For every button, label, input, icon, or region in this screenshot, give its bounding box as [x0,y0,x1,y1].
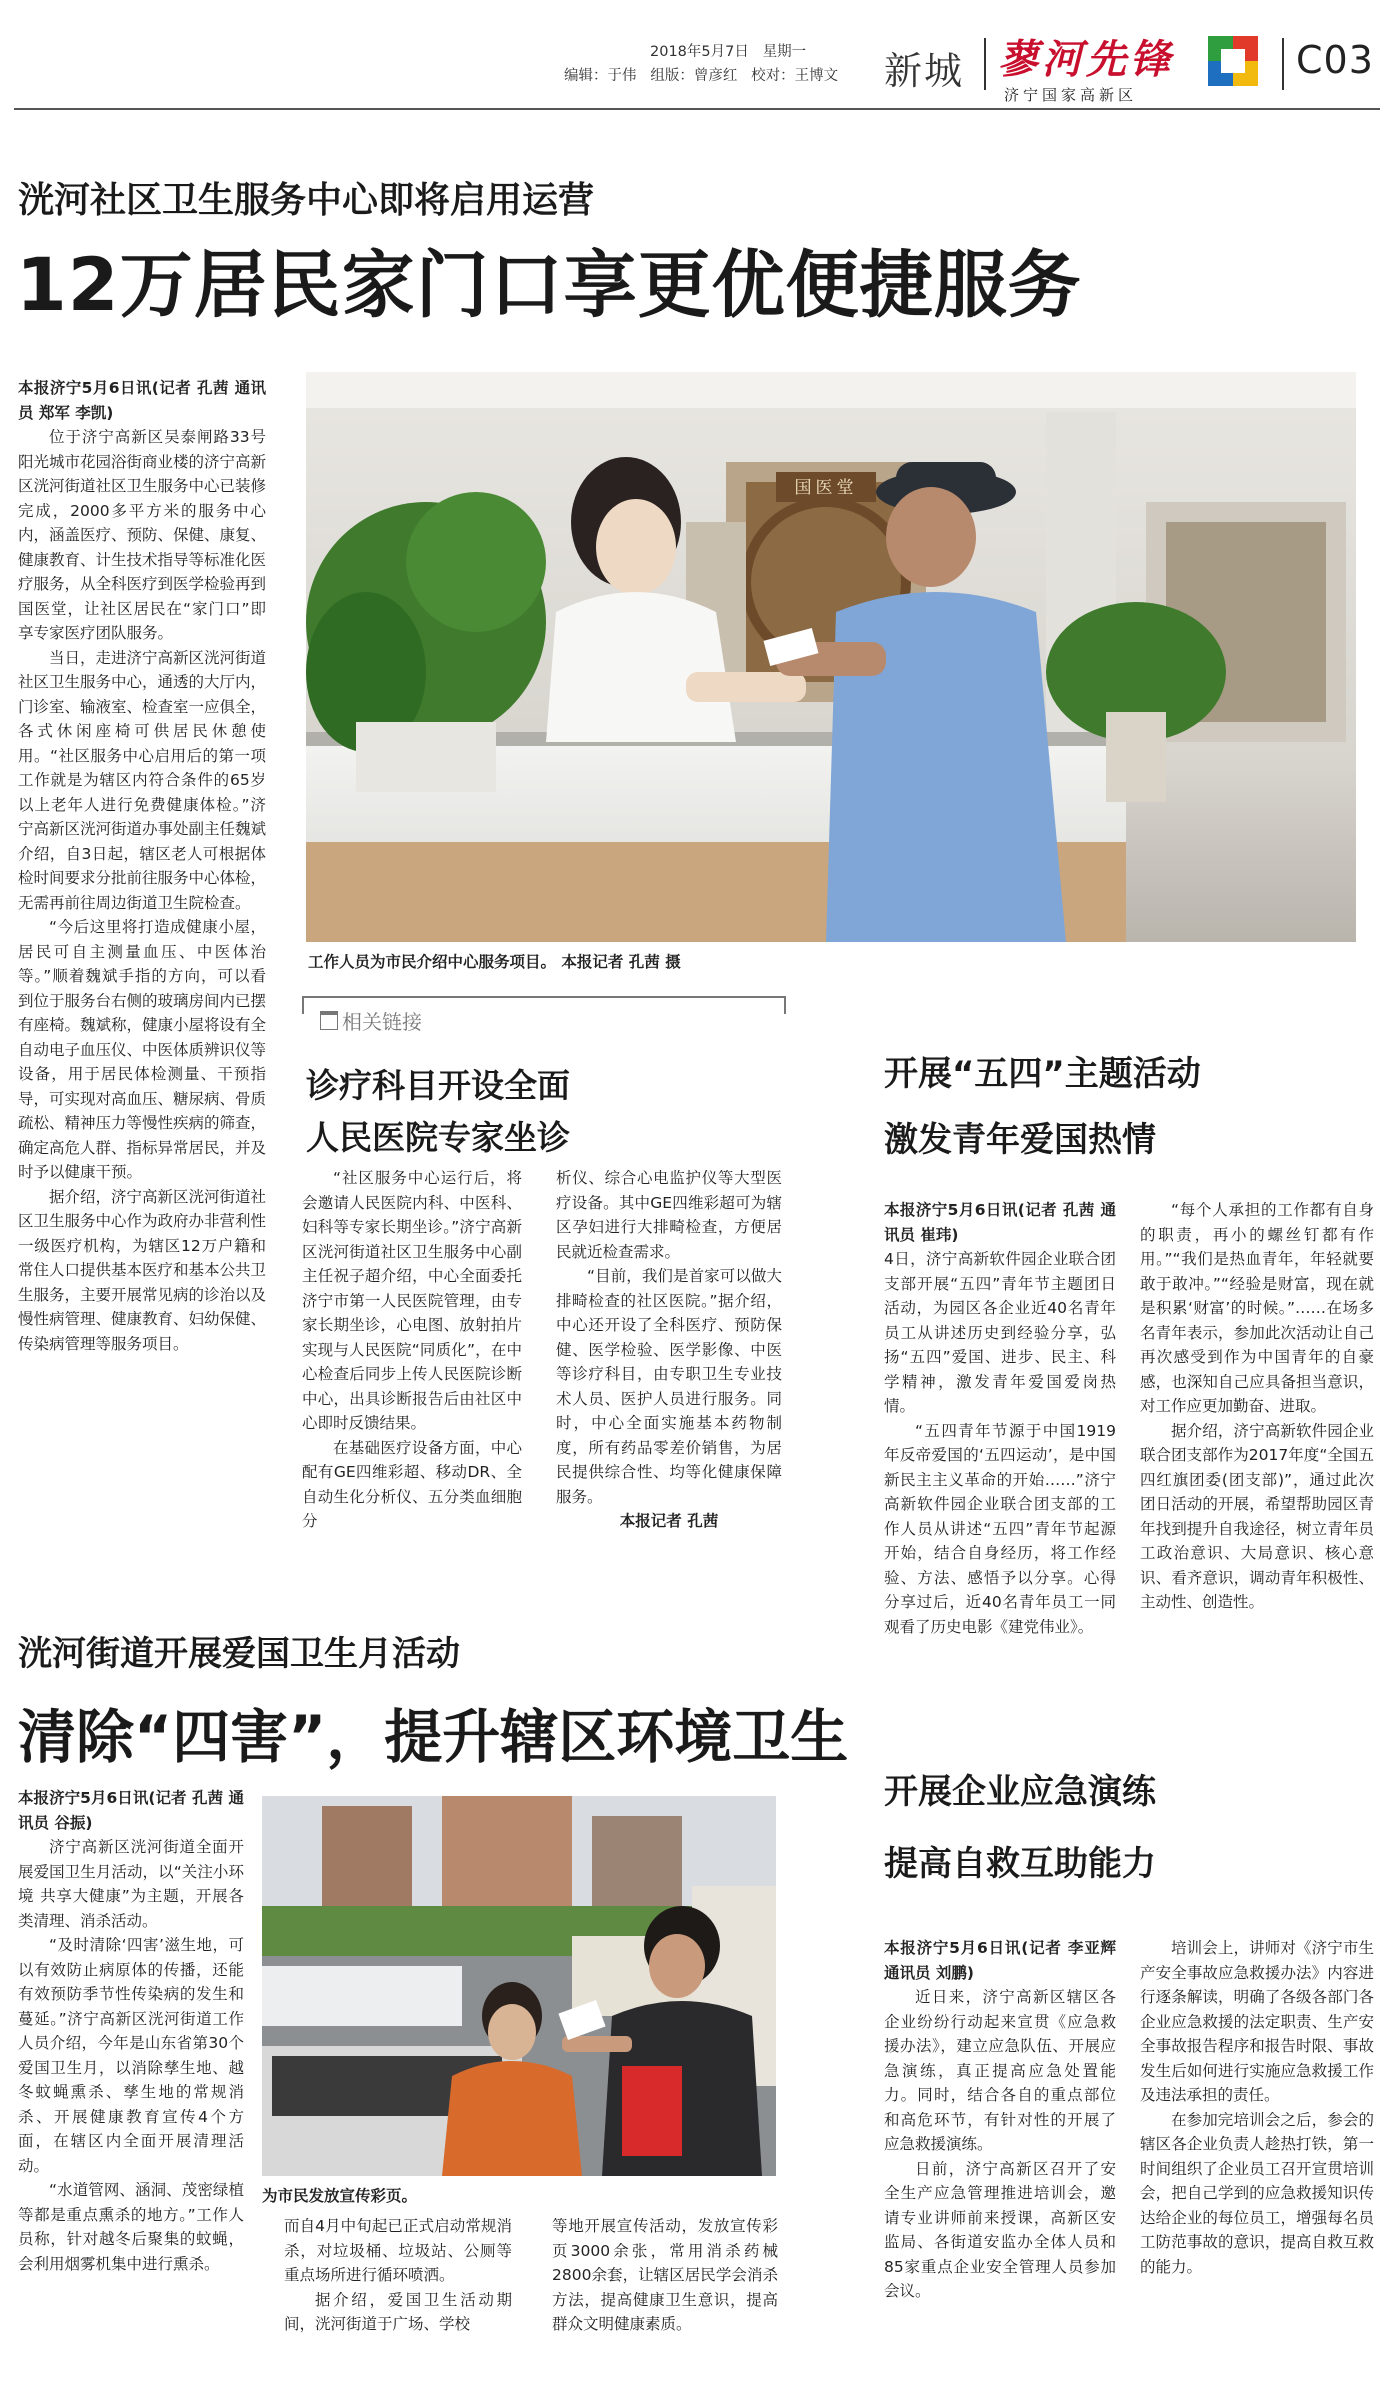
article4-paragraph: 日前，济宁高新区召开了安全生产应急管理推进培训会，邀请专业讲师前来授课，高新区安监局、各街道安监办全体人员和85家重点企业安全管理人员参加会议。 [884,2159,1116,2300]
article1-photo [306,372,1356,942]
brand-emblem-icon [1208,36,1258,86]
related-links-label: 相关链接 [342,1010,422,1034]
article4-title-line1: 开展企业应急演练 [884,1772,1156,1812]
article4-paragraph: 培训会上，讲师对《济宁市生产安全事故应急救援办法》内容进行逐条解读，明确了各级各部门各企业应急救援的法定职责、生产安全事故报告程序和报告时限、事故发生后如何进行实施应急救援工作及违法承担的责任。 [1140,1939,1374,2104]
article1-kicker: 洸河社区卫生服务中心即将启用运营 [18,180,595,221]
article4-lead: 本报济宁5月6日讯(记者 李亚辉 通讯员 刘鹏) [884,1939,1116,1982]
article2-col-2 [1140,1198,1374,1698]
section-name: 新城 [884,49,965,93]
article3-col-2 [284,2214,512,2384]
page-number: C03 [1296,38,1374,82]
layout-credit: 组版：曾彦红 [650,68,738,84]
article2-paragraph: 据介绍，济宁高新软件园企业联合团支部作为2017年度“全国五四红旗团委(团支部)”，通过此次团日活动的开展，希望帮助园区青年找到提升自我途径，树立青年员工政治意识、大局意识、核心意识、看齐意识，调动青年积极性、主动性、创造性。 [1140,1421,1374,1611]
article1-photo-caption: 工作人员为市民介绍中心服务项目。 本报记者 孔茜 摄 [308,953,681,971]
article4-col-2 [1140,1936,1374,2386]
article1-paragraph: 位于济宁高新区吴泰闸路33号阳光城市花园浴街商业楼的济宁高新区洸河街道社区卫生服务中心已装修完成，2000多平方米的服务中心内，涵盖医疗、预防、保健、康复、健康教育、计生技术指导等标准化医疗服务，从全科医疗到医学检验再到国医堂，让社区居民在“家门口”即享专家医疗团队服务。 [18,428,266,642]
article4-paragraph: 近日来，济宁高新区辖区各企业纷纷行动起来宣贯《应急救援办法》，建立应急队伍、开展应急演练，真正提高应急处置能力。同时，结合各自的重点部位和高危环节，有针对性的开展了应急救援演练。 [884,1988,1116,2153]
article1-paragraph: 当日，走进济宁高新区洸河街道社区卫生服务中心，通透的大厅内，门诊室、输液室、检查室一应俱全，各式休闲座椅可供居民休憩使用。“社区服务中心启用后的第一项工作就是为辖区内符合条件的65岁以上老年人进行免费健康体检。”济宁高新区洸河街道办事处副主任魏斌介绍，自3日起，辖区老人可根据体检时间要求分批前往服务中心体检，无需再前往周边街道卫生院检查。 [18,648,266,912]
article2-col-1 [884,1198,1116,1698]
article1-body [18,376,266,1556]
sidebar-title-line1: 诊疗科目开设全面 [306,1066,570,1105]
article3-paragraph: 据介绍，爱国卫生活动期间，洸河街道于广场、学校 [284,2290,512,2333]
article3-paragraph: “及时清除‘四害’滋生地，可以有效防止病原体的传播，还能有效预防季节性传染病的发生和蔓延。”济宁高新区洸河街道工作人员介绍，今年是山东省第30个爱国卫生月，以消除孳生地、越冬蚊蝇熏杀、孳生地的常规消杀、开展健康教育宣传4个方面，在辖区内全面开展清理活动。 [18,1936,244,2175]
sidebar-col-2 [556,1166,782,1586]
article3-paragraph: 等地开展宣传活动，发放宣传彩页3000余张，常用消杀药械2800余套，让辖区居民学会消杀方法，提高健康卫生意识，提高群众文明健康素质。 [552,2217,778,2333]
related-links-icon [320,1011,338,1030]
article3-col-1 [18,1786,244,2376]
masthead [0,0,1394,112]
article2-title-line1: 开展“五四”主题活动 [884,1054,1201,1094]
article2-title-line2: 激发青年爱国热情 [884,1120,1156,1160]
masthead-bottom-rule [14,108,1380,110]
article3-paragraph: 济宁高新区洸河街道全面开展爱国卫生月活动，以“关注小环境 共享大健康”为主题，开展各类清理、消杀活动。 [18,1838,244,1930]
article1-paragraph: “今后这里将打造成健康小屋，居民可自主测量血压、中医体治等。”顺着魏斌手指的方向，可以看到位于服务台右侧的玻璃房间内已摆有座椅。魏斌称，健康小屋将设有全自动电子血压仪、中医体质辨识仪等设备，用于居民体检测量、干预指导，可实现对高血压、糖尿病、骨质疏松、精神压力等慢性疾病的筛查，确定高危人群、指标异常居民，并及时予以健康干预。 [18,918,266,1181]
article3-kicker: 洸河街道开展爱国卫生月活动 [18,1634,460,1674]
brand-logo-text: 蓼河先锋 [998,36,1174,83]
article3-title: 清除“四害”，提升辖区环境卫生 [18,1703,849,1771]
article2-lead: 本报济宁5月6日讯(记者 孔茜 通讯员 崔玮) [884,1201,1116,1244]
article4-col-1 [884,1936,1116,2386]
sidebar-signature: 本报记者 孔茜 [619,1512,719,1530]
article1-paragraph: 据介绍，济宁高新区洸河街道社区卫生服务中心作为政府办非营利性一级医疗机构，为辖区12万户籍和常住人口提供基本医疗和基本公共卫生服务，主要开展常见病的诊治以及慢性病管理、健康教育、妇幼保健、传染病管理等服务项目。 [18,1187,266,1353]
article3-paragraph: “水道管网、涵洞、茂密绿植等都是重点熏杀的地方。”工作人员称，针对越冬后聚集的蚊蝇，会利用烟雾机集中进行熏杀。 [18,2181,244,2273]
article4-title-line2: 提高自救互助能力 [884,1844,1156,1884]
sidebar-paragraph: 析仪、综合心电监护仪等大型医疗设备。其中GE四维彩超可为辖区孕妇进行大排畸检查，方便居民就近检查需求。 [556,1169,782,1261]
photo-sign-plaque: 国医堂 [776,474,876,502]
issue-date: 2018年5月7日 [650,44,749,60]
article3-photo [262,1796,776,2176]
masthead-divider-1 [984,38,986,90]
sidebar-paragraph: “社区服务中心运行后，将会邀请人民医院内科、中医科、妇科等专家长期坐诊。”济宁高新区洸河街道社区卫生服务中心副主任祝子超介绍，中心全面委托济宁市第一人民医院管理，由专家长期坐诊，心电图、放射拍片实现与人民医院“同质化”，在中心检查后同步上传人民医院诊断中心，出具诊断报告后由社区中心即时反馈结果。 [302,1169,522,1432]
article2-paragraph: “每个人承担的工作都有自身的职责，再小的螺丝钉都有作用。”“我们是热血青年，年轻就要敢于敢冲。”“经验是财富，现在就是积累‘财富’的时候。”……在场多名青年表示，参加此次活动让自己再次感受到作为中国青年的自豪感，也深知自己应具备担当意识，对工作应更加勤奋、进取。 [1140,1201,1374,1415]
issue-weekday: 星期一 [762,44,807,60]
article3-photo-caption: 为市民发放宣传彩页。 [262,2187,418,2205]
sidebar-title-line2: 人民医院专家坐诊 [306,1118,570,1157]
proofreader-credit: 校对：王博文 [751,68,839,84]
sidebar-paragraph: 在基础医疗设备方面，中心配有GE四维彩超、移动DR、全自动生化分析仪、五分类血细胞分 [302,1438,522,1530]
sidebar-paragraph: “目前，我们是首家可以做大排畸检查的社区医院。”据介绍，中心还开设了全科医疗、预防保健、医学检验、医学影像、中医等诊疗科目，由专职卫生专业技术人员、医护人员进行服务。同时，中心全面实施基本药物制度，所有药品零差价销售，为居民提供综合性、均等化健康保障服务。 [556,1267,782,1506]
article1-lead: 本报济宁5月6日讯(记者 孔茜 通讯员 郑军 李凯) [18,379,266,422]
article3-paragraph: 而自4月中旬起已正式启动常规消杀，对垃圾桶、垃圾站、公厕等重点场所进行循环喷洒。 [284,2217,512,2284]
masthead-divider-2 [1282,38,1284,90]
article2-paragraph: 4日，济宁高新软件园企业联合团支部开展“五四”青年节主题团日活动，为园区各企业近40名青年员工从讲述历史到经验分享，弘扬“五四”爱国、进步、民主、科学精神，激发青年爱国爱岗热情。 [884,1250,1116,1415]
article1-title: 12万居民家门口享更优便捷服务 [16,243,1082,328]
article3-col-3 [552,2214,778,2384]
related-links-header [320,1006,422,1035]
article4-paragraph: 在参加完培训会之后，参会的辖区各企业负责人趁热打铁，第一时间组织了企业员工召开宣贯培训会，把自己学到的应急救援知识传达给企业的每位员工，增强每名员工防范事故的意识，提高自救互救的能力。 [1140,2110,1374,2276]
editor-credit: 编辑：于伟 [564,68,637,84]
sidebar-col-1 [302,1166,522,1556]
article3-lead: 本报济宁5月6日讯(记者 孔茜 通讯员 谷振) [18,1789,244,1832]
article2-paragraph: “五四青年节源于中国1919年反帝爱国的‘五四运动’，是中国新民主主义革命的开始……”济宁高新软件园企业联合团支部的工作人员从讲述“五四”青年节起源开始，结合自身经历，将工作经验、方法、感悟予以分享。心得分享过后，近40名青年员工一同观看了历史电影《建党伟业》。 [884,1421,1116,1636]
brand-subtitle: 济宁国家高新区 [1004,86,1138,104]
